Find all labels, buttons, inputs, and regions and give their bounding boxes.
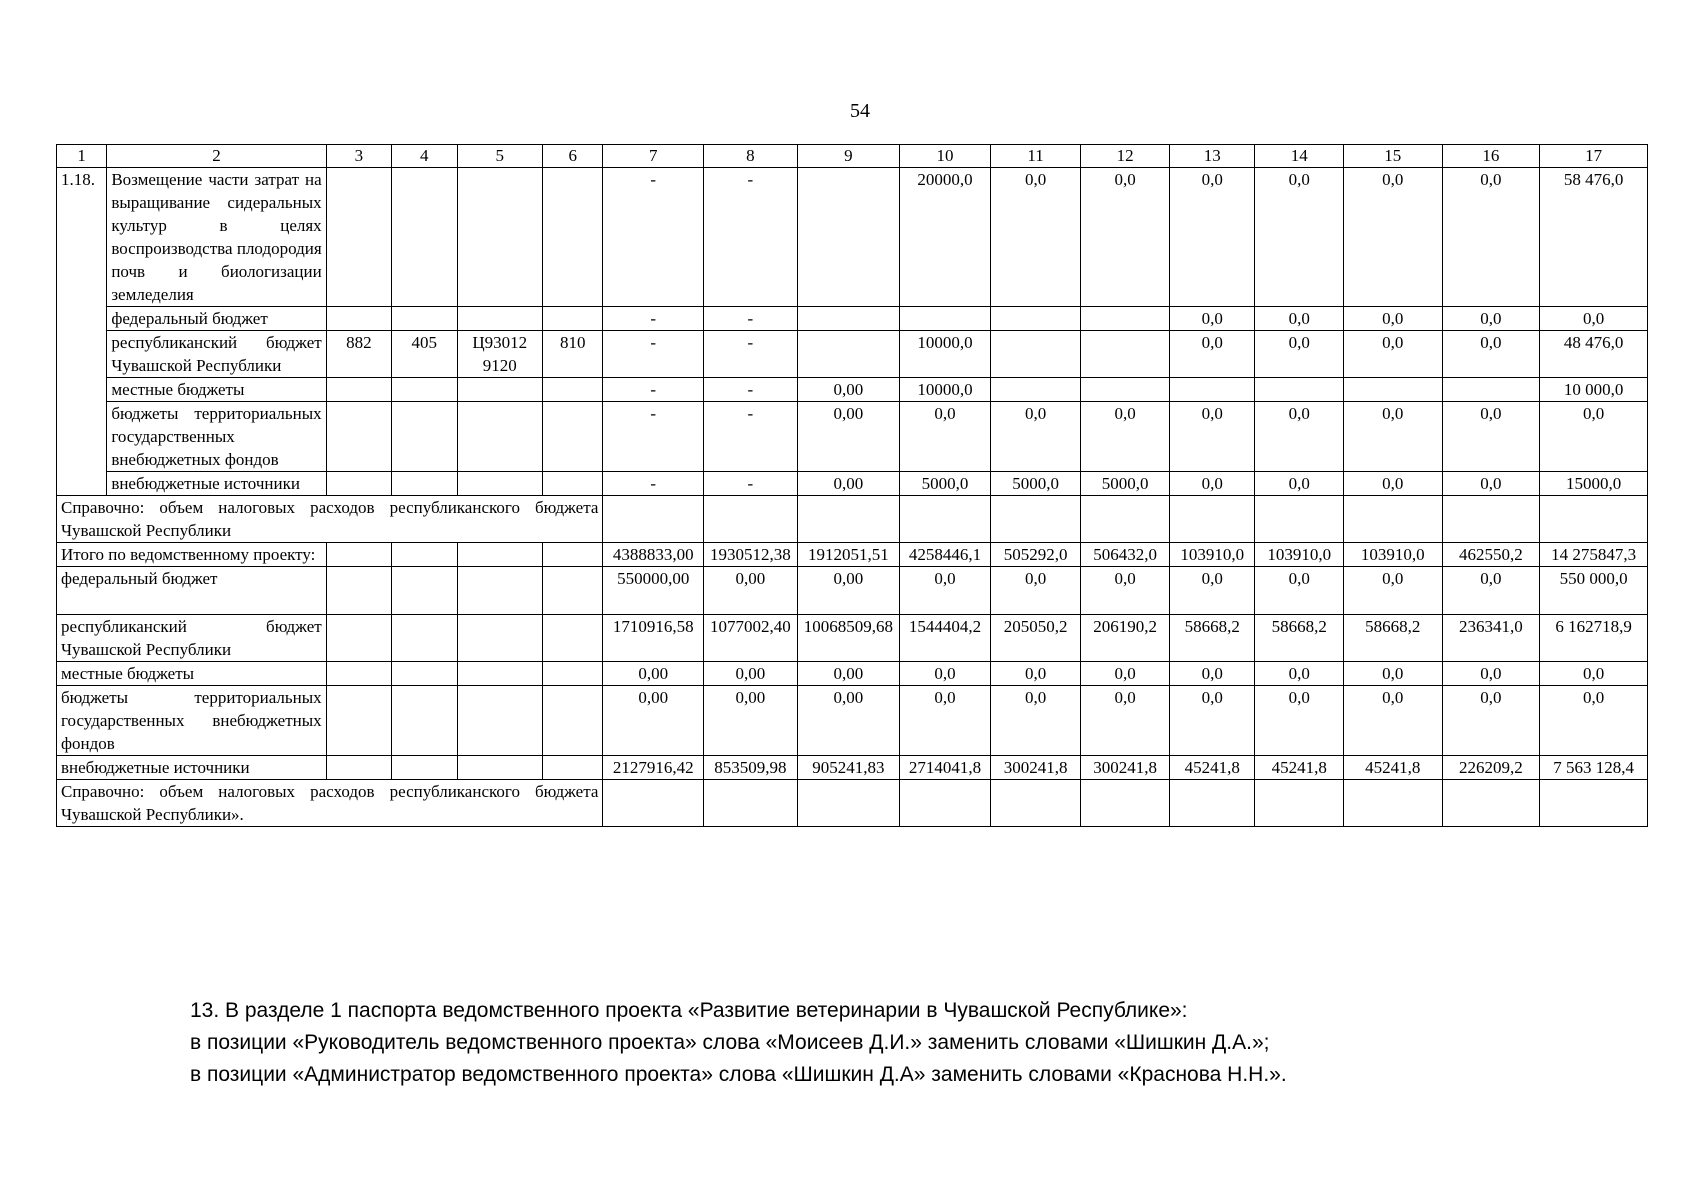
table-cell: 0,0 [1255, 472, 1344, 496]
table-cell [326, 472, 391, 496]
table-cell: 905241,83 [797, 756, 900, 780]
table-cell [990, 331, 1081, 378]
table-cell [326, 543, 391, 567]
table-cell: 206190,2 [1081, 615, 1170, 662]
table-cell: - [704, 168, 798, 307]
table-cell [392, 168, 457, 307]
table-cell: 48 476,0 [1540, 331, 1648, 378]
column-header: 10 [900, 145, 991, 168]
table-cell: 0,0 [1081, 686, 1170, 756]
table-cell: 0,0 [1442, 686, 1540, 756]
table-cell [1344, 496, 1443, 543]
table-cell: 0,0 [1442, 472, 1540, 496]
table-cell: 14 275847,3 [1540, 543, 1648, 567]
column-header: 4 [392, 145, 457, 168]
table-cell [1442, 496, 1540, 543]
table-cell: 1077002,40 [704, 615, 798, 662]
table-cell: 20000,0 [900, 168, 991, 307]
table-cell [457, 686, 543, 756]
table-cell: 0,0 [1344, 402, 1443, 472]
column-header: 17 [1540, 145, 1648, 168]
table-cell: 0,0 [1344, 472, 1443, 496]
table-cell: 103910,0 [1169, 543, 1255, 567]
table-cell: 2714041,8 [900, 756, 991, 780]
table-cell: 58668,2 [1344, 615, 1443, 662]
table-cell: 1930512,38 [704, 543, 798, 567]
column-header: 16 [1442, 145, 1540, 168]
table-cell [543, 686, 603, 756]
table-row [57, 307, 1648, 331]
table-cell: - [603, 402, 704, 472]
table-cell [326, 567, 391, 615]
table-cell: 0,0 [900, 402, 991, 472]
table-cell: 0,0 [1169, 686, 1255, 756]
table-cell: 205050,2 [990, 615, 1081, 662]
amendment-paragraph: в позиции «Руководитель ведомственного проекта» слова «Моисеев Д.И.» заменить словами «Шишкин Д.А.»; [190, 1031, 1270, 1054]
table-cell [457, 615, 543, 662]
table-cell [543, 378, 603, 402]
table-cell: 10 000,0 [1540, 378, 1648, 402]
table-cell: 58668,2 [1169, 615, 1255, 662]
table-cell: 0,0 [1442, 168, 1540, 307]
table-cell: 1544404,2 [900, 615, 991, 662]
table-cell [392, 686, 457, 756]
table-cell [990, 307, 1081, 331]
table-cell: 0,00 [704, 686, 798, 756]
table-cell [392, 756, 457, 780]
table-cell: 0,0 [990, 402, 1081, 472]
table-cell: 0,00 [797, 567, 900, 615]
amendment-text [190, 995, 1650, 1091]
table-cell: 0,0 [1344, 567, 1443, 615]
table-cell: 0,0 [1081, 567, 1170, 615]
column-header: 7 [603, 145, 704, 168]
table-cell: 0,0 [900, 686, 991, 756]
row-label: внебюджетные источники [107, 472, 326, 496]
table-cell: 0,0 [900, 662, 991, 686]
budget-table [56, 144, 1648, 827]
column-header: 15 [1344, 145, 1443, 168]
table-cell: - [704, 402, 798, 472]
table-cell: 45241,8 [1169, 756, 1255, 780]
table-cell: 1710916,58 [603, 615, 704, 662]
table-row [57, 615, 1648, 662]
table-cell [457, 402, 543, 472]
column-header: 2 [107, 145, 326, 168]
table-cell [392, 472, 457, 496]
table-cell: 0,0 [1081, 168, 1170, 307]
table-cell: 103910,0 [1344, 543, 1443, 567]
table-cell: 45241,8 [1344, 756, 1443, 780]
table-cell [543, 307, 603, 331]
table-cell [1169, 780, 1255, 827]
table-cell: 0,0 [1255, 168, 1344, 307]
row-label: республиканский бюджет Чувашской Республики [57, 615, 327, 662]
row-label: местные бюджеты [57, 662, 327, 686]
table-cell [392, 378, 457, 402]
table-cell [1255, 378, 1344, 402]
table-cell [457, 378, 543, 402]
reference-note: Справочно: объем налоговых расходов республиканского бюджета Чувашской Республики». [57, 780, 603, 827]
table-cell: - [603, 168, 704, 307]
table-cell: 0,0 [1255, 331, 1344, 378]
table-cell: 0,0 [990, 168, 1081, 307]
table-cell [1255, 780, 1344, 827]
table-cell [326, 756, 391, 780]
table-row [57, 496, 1648, 543]
page-number: 54 [850, 100, 870, 122]
table-cell: 0,0 [990, 662, 1081, 686]
table-cell: 462550,2 [1442, 543, 1540, 567]
table-cell: 10068509,68 [797, 615, 900, 662]
table-cell: 236341,0 [1442, 615, 1540, 662]
table-cell: 550000,00 [603, 567, 704, 615]
table-cell: 10000,0 [900, 331, 991, 378]
table-cell: 226209,2 [1442, 756, 1540, 780]
table-cell [326, 168, 391, 307]
table-cell [1540, 780, 1648, 827]
table-cell: 0,00 [704, 567, 798, 615]
table-cell: 300241,8 [990, 756, 1081, 780]
table-cell [543, 662, 603, 686]
table-cell: 0,00 [704, 662, 798, 686]
table-cell [797, 780, 900, 827]
table-cell: 0,0 [1442, 307, 1540, 331]
column-header: 11 [990, 145, 1081, 168]
table-cell [543, 756, 603, 780]
table-cell [543, 567, 603, 615]
table-row [57, 543, 1648, 567]
table-cell: 506432,0 [1081, 543, 1170, 567]
table-cell: 103910,0 [1255, 543, 1344, 567]
table-cell: 0,0 [1081, 662, 1170, 686]
table-cell: 0,0 [900, 567, 991, 615]
table-cell: 0,0 [1255, 307, 1344, 331]
column-header: 6 [543, 145, 603, 168]
table-cell: 0,0 [1442, 567, 1540, 615]
table-cell: 0,0 [1344, 307, 1443, 331]
table-cell [457, 168, 543, 307]
table-cell [392, 567, 457, 615]
table-cell: 0,0 [990, 686, 1081, 756]
table-cell: 10000,0 [900, 378, 991, 402]
table-cell: 0,00 [797, 686, 900, 756]
table-cell: 0,0 [1169, 307, 1255, 331]
table-cell: 58 476,0 [1540, 168, 1648, 307]
table-cell [603, 496, 704, 543]
row-number: 1.18. [57, 168, 107, 496]
table-cell [326, 615, 391, 662]
amendment-paragraph: 13. В разделе 1 паспорта ведомственного проекта «Развитие ветеринарии в Чувашской Республике»: [190, 999, 1188, 1022]
column-header: 8 [704, 145, 798, 168]
column-header: 3 [326, 145, 391, 168]
table-cell: 0,00 [797, 402, 900, 472]
table-cell [797, 331, 900, 378]
table-cell: 882 [326, 331, 391, 378]
table-cell: 0,0 [1255, 686, 1344, 756]
table-cell [1344, 780, 1443, 827]
table-cell: 0,0 [1442, 662, 1540, 686]
table-cell: 0,0 [1344, 662, 1443, 686]
table-cell: 0,00 [603, 662, 704, 686]
table-cell [1169, 496, 1255, 543]
table-cell [704, 780, 798, 827]
table-cell [457, 307, 543, 331]
table-cell [1081, 496, 1170, 543]
table-row [57, 756, 1648, 780]
row-label: бюджеты территориальных государственных внебюджетных фондов [107, 402, 326, 472]
table-cell [797, 307, 900, 331]
table-cell: 853509,98 [704, 756, 798, 780]
table-cell: 4388833,00 [603, 543, 704, 567]
table-row [57, 402, 1648, 472]
table-cell: - [704, 307, 798, 331]
table-cell: 0,0 [1169, 662, 1255, 686]
table-cell: - [704, 378, 798, 402]
table-cell [990, 496, 1081, 543]
table-cell: 0,0 [1344, 168, 1443, 307]
table-cell [797, 496, 900, 543]
table-cell: 0,00 [797, 472, 900, 496]
table-cell [704, 496, 798, 543]
table-cell [1344, 378, 1443, 402]
table-cell [900, 496, 991, 543]
table-cell: 0,0 [1442, 402, 1540, 472]
table-cell [543, 543, 603, 567]
table-cell [990, 378, 1081, 402]
table-cell [326, 662, 391, 686]
table-cell: - [603, 331, 704, 378]
table-cell: 300241,8 [1081, 756, 1170, 780]
table-cell: 0,0 [1169, 168, 1255, 307]
table-cell [900, 780, 991, 827]
table-cell: 58668,2 [1255, 615, 1344, 662]
table-cell [326, 686, 391, 756]
table-cell: 0,00 [797, 378, 900, 402]
table-row [57, 168, 1648, 307]
table-cell [1081, 780, 1170, 827]
table-cell [392, 615, 457, 662]
table-cell: 505292,0 [990, 543, 1081, 567]
table-cell: 0,0 [1540, 402, 1648, 472]
table-cell [392, 307, 457, 331]
table-cell: 0,0 [990, 567, 1081, 615]
table-cell [543, 472, 603, 496]
table-cell [326, 307, 391, 331]
table-cell [1081, 331, 1170, 378]
table-cell: 5000,0 [900, 472, 991, 496]
table-cell [1540, 496, 1648, 543]
table-cell: 0,0 [1344, 331, 1443, 378]
table-cell [457, 472, 543, 496]
row-label: республиканский бюджет Чувашской Республики [107, 331, 326, 378]
table-cell [1442, 780, 1540, 827]
table-cell: 4258446,1 [900, 543, 991, 567]
table-cell: 0,00 [797, 662, 900, 686]
table-cell: - [603, 378, 704, 402]
column-header: 14 [1255, 145, 1344, 168]
table-cell [326, 378, 391, 402]
table-cell: 7 563 128,4 [1540, 756, 1648, 780]
row-label: Возмещение части затрат на выращивание сидеральных культур в целях воспроизводства плодородия почв и биологизации земледелия [107, 168, 326, 307]
row-label: местные бюджеты [107, 378, 326, 402]
table-row [57, 331, 1648, 378]
table-cell: 550 000,0 [1540, 567, 1648, 615]
table-cell: 15000,0 [1540, 472, 1648, 496]
table-cell [326, 402, 391, 472]
table-cell: - [704, 472, 798, 496]
column-header: 12 [1081, 145, 1170, 168]
table-cell [543, 168, 603, 307]
table-header-row [57, 145, 1648, 168]
table-cell: - [704, 331, 798, 378]
column-header: 5 [457, 145, 543, 168]
table-cell [1255, 496, 1344, 543]
table-cell: 5000,0 [990, 472, 1081, 496]
column-header: 1 [57, 145, 107, 168]
table-cell [1081, 378, 1170, 402]
table-cell: - [603, 307, 704, 331]
table-row [57, 378, 1648, 402]
row-label: бюджеты территориальных государственных внебюджетных фондов [57, 686, 327, 756]
table-cell: 45241,8 [1255, 756, 1344, 780]
table-cell [392, 402, 457, 472]
table-row [57, 472, 1648, 496]
row-label: федеральный бюджет [107, 307, 326, 331]
table-cell [1169, 378, 1255, 402]
table-cell: 0,0 [1169, 402, 1255, 472]
table-cell: 0,0 [1344, 686, 1443, 756]
column-header: 13 [1169, 145, 1255, 168]
table-cell [392, 543, 457, 567]
table-cell: 1912051,51 [797, 543, 900, 567]
table-cell: 0,0 [1081, 402, 1170, 472]
table-cell [1442, 378, 1540, 402]
table-row [57, 780, 1648, 827]
row-label: федеральный бюджет [57, 567, 327, 615]
table-cell: 5000,0 [1081, 472, 1170, 496]
amendment-paragraph: в позиции «Администратор ведомственного проекта» слова «Шишкин Д.А» заменить словами «Краснова Н.Н.». [190, 1063, 1287, 1086]
table-cell [900, 307, 991, 331]
table-cell: Ц93012 9120 [457, 331, 543, 378]
table-cell: 0,0 [1540, 307, 1648, 331]
row-label: Итого по ведомственному проекту: [57, 543, 327, 567]
table-cell: 0,0 [1255, 662, 1344, 686]
table-cell [457, 662, 543, 686]
table-cell [543, 615, 603, 662]
table-cell: 0,0 [1442, 331, 1540, 378]
table-cell: 0,0 [1255, 402, 1344, 472]
table-row [57, 662, 1648, 686]
table-cell [457, 756, 543, 780]
table-cell: 0,0 [1540, 686, 1648, 756]
table-cell: 405 [392, 331, 457, 378]
table-cell: 0,0 [1169, 567, 1255, 615]
table-cell [990, 780, 1081, 827]
table-cell: 0,0 [1169, 472, 1255, 496]
table-cell: - [603, 472, 704, 496]
table-cell: 2127916,42 [603, 756, 704, 780]
table-row [57, 567, 1648, 615]
table-cell: 0,0 [1540, 662, 1648, 686]
table-cell: 0,00 [603, 686, 704, 756]
table-cell [543, 402, 603, 472]
table-cell [457, 567, 543, 615]
table-cell [603, 780, 704, 827]
table-cell [457, 543, 543, 567]
table-cell: 0,0 [1255, 567, 1344, 615]
reference-note: Справочно: объем налоговых расходов республиканского бюджета Чувашской Республики [57, 496, 603, 543]
column-header: 9 [797, 145, 900, 168]
table-cell: 0,0 [1169, 331, 1255, 378]
row-label: внебюджетные источники [57, 756, 327, 780]
table-cell [392, 662, 457, 686]
table-cell: 810 [543, 331, 603, 378]
table-cell: 6 162718,9 [1540, 615, 1648, 662]
table-cell [1081, 307, 1170, 331]
table-row [57, 686, 1648, 756]
table-cell [797, 168, 900, 307]
